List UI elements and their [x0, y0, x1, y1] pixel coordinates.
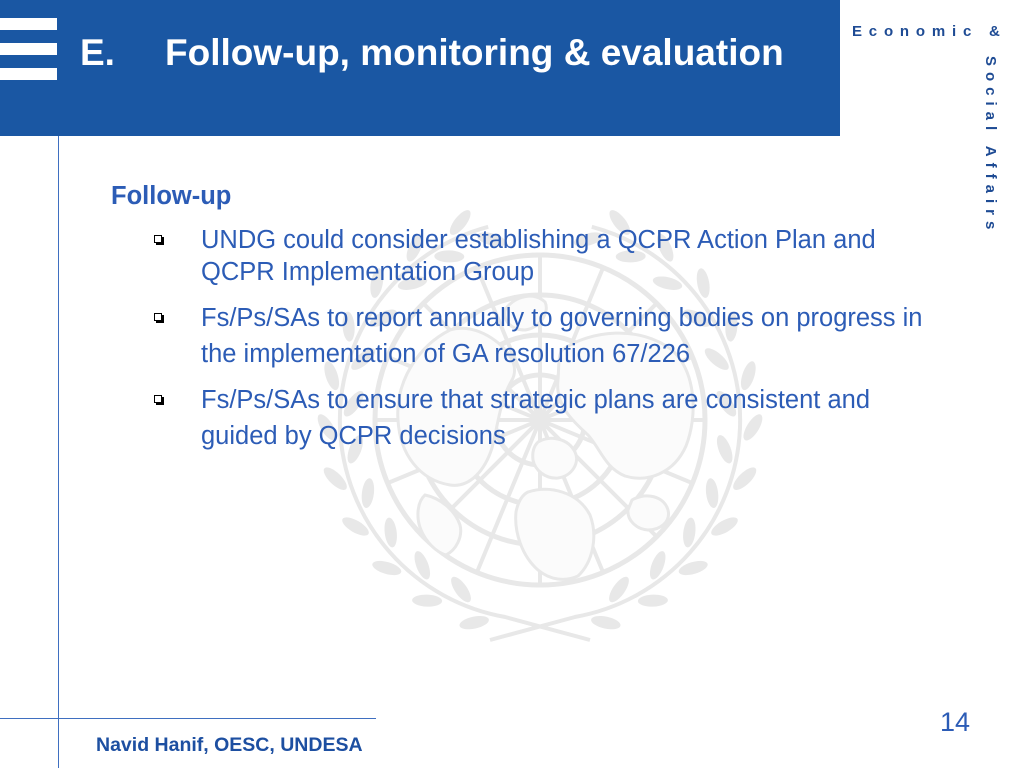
continent-australia — [628, 496, 669, 530]
vertical-rule — [58, 136, 59, 768]
olive-leaf — [360, 477, 376, 508]
olive-leaf — [638, 594, 668, 607]
bullet-text: Fs/Ps/SAs to report annually to governing bodies on progress in the implementation of GA resolution 67/226 — [201, 304, 923, 368]
footer-author: Navid Hanif, OESC, UNDESA — [96, 734, 363, 756]
department-label-horizontal: Economic & — [852, 23, 1007, 40]
horizontal-rule — [0, 718, 376, 719]
stripe — [0, 43, 57, 55]
section-heading: Follow-up — [111, 182, 232, 210]
stripe — [0, 18, 57, 30]
page-number: 14 — [940, 707, 971, 737]
bullet-item — [201, 224, 936, 288]
section-letter: E. — [80, 32, 115, 73]
square-bullet-icon — [154, 313, 162, 321]
stripe — [0, 68, 57, 80]
square-bullet-icon — [154, 235, 162, 243]
slide-title: Follow-up, monitoring & evaluation — [165, 32, 784, 73]
bullet-text: Fs/Ps/SAs to ensure that strategic plans are consistent and guided by QCPR decisions — [201, 386, 871, 450]
department-label-vertical: Social Affairs — [982, 56, 999, 236]
bullet-item — [201, 382, 936, 454]
square-bullet-icon — [154, 395, 162, 403]
continent-africa — [516, 489, 594, 579]
olive-leaf — [682, 517, 698, 548]
header-bar — [0, 0, 840, 136]
bullet-text: UNDG could consider establishing a QCPR Action Plan and QCPR Implementation Group — [201, 226, 876, 286]
bullet-item — [201, 300, 936, 372]
olive-leaf — [704, 477, 720, 508]
olive-leaf — [383, 517, 399, 548]
olive-leaf — [458, 614, 490, 632]
olive-leaf — [590, 614, 622, 632]
olive-leaf — [412, 594, 442, 607]
